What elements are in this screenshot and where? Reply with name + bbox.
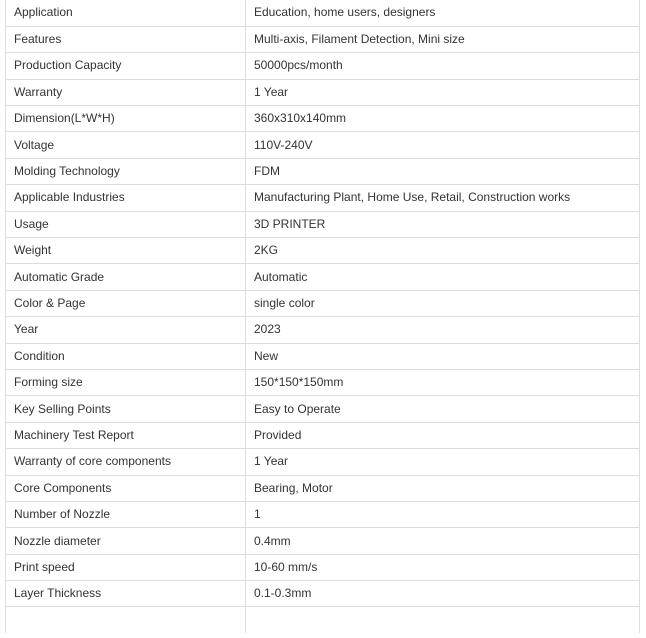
spec-label: Voltage xyxy=(6,132,246,158)
spec-row xyxy=(6,369,640,395)
spec-value xyxy=(246,607,640,633)
spec-label: Weight xyxy=(6,238,246,264)
spec-row xyxy=(6,132,640,158)
spec-label: Nozzle diameter xyxy=(6,528,246,554)
spec-value: Manufacturing Plant, Home Use, Retail, Construction works xyxy=(246,185,640,211)
spec-value: Multi-axis, Filament Detection, Mini size xyxy=(246,26,640,52)
spec-value: FDM xyxy=(246,158,640,184)
spec-value: 2KG xyxy=(246,238,640,264)
spec-row xyxy=(6,79,640,105)
spec-value: Bearing, Motor xyxy=(246,475,640,501)
spec-row xyxy=(6,528,640,554)
spec-label: Usage xyxy=(6,211,246,237)
spec-value: 10-60 mm/s xyxy=(246,554,640,580)
spec-value: 360x310x140mm xyxy=(246,106,640,132)
spec-row xyxy=(6,290,640,316)
spec-label: Warranty of core components xyxy=(6,449,246,475)
spec-label: Molding Technology xyxy=(6,158,246,184)
spec-value: 110V-240V xyxy=(246,132,640,158)
spec-value: 150*150*150mm xyxy=(246,369,640,395)
spec-row xyxy=(6,185,640,211)
specifications-body xyxy=(6,0,640,633)
spec-label: Automatic Grade xyxy=(6,264,246,290)
spec-label: Applicable Industries xyxy=(6,185,246,211)
spec-value: Education, home users, designers xyxy=(246,0,640,26)
spec-row xyxy=(6,475,640,501)
spec-value: Provided xyxy=(246,422,640,448)
spec-value: 3D PRINTER xyxy=(246,211,640,237)
spec-value: 1 xyxy=(246,501,640,527)
specifications-table xyxy=(5,0,640,633)
spec-value: 0.1-0.3mm xyxy=(246,581,640,607)
spec-value: 2023 xyxy=(246,317,640,343)
spec-value: 1 Year xyxy=(246,79,640,105)
spec-row xyxy=(6,554,640,580)
spec-label: Machinery Test Report xyxy=(6,422,246,448)
spec-label: Year xyxy=(6,317,246,343)
spec-label: Application xyxy=(6,0,246,26)
spec-label: Core Components xyxy=(6,475,246,501)
spec-row xyxy=(6,26,640,52)
spec-row xyxy=(6,264,640,290)
spec-label: Layer Thickness xyxy=(6,581,246,607)
spec-row xyxy=(6,581,640,607)
spec-label: Color & Page xyxy=(6,290,246,316)
spec-row xyxy=(6,158,640,184)
spec-label: Forming size xyxy=(6,369,246,395)
spec-value: 1 Year xyxy=(246,449,640,475)
spec-label: Dimension(L*W*H) xyxy=(6,106,246,132)
spec-row xyxy=(6,238,640,264)
spec-value: single color xyxy=(246,290,640,316)
spec-value: New xyxy=(246,343,640,369)
spec-row xyxy=(6,422,640,448)
spec-label: Condition xyxy=(6,343,246,369)
spec-row xyxy=(6,396,640,422)
spec-row xyxy=(6,317,640,343)
spec-label: Key Selling Points xyxy=(6,396,246,422)
spec-value: 0.4mm xyxy=(246,528,640,554)
spec-value: Easy to Operate xyxy=(246,396,640,422)
spec-value: Automatic xyxy=(246,264,640,290)
spec-label: Features xyxy=(6,26,246,52)
spec-row xyxy=(6,449,640,475)
spec-value: 50000pcs/month xyxy=(246,53,640,79)
spec-row xyxy=(6,0,640,26)
spec-row xyxy=(6,106,640,132)
spec-label: Warranty xyxy=(6,79,246,105)
spec-label: Print speed xyxy=(6,554,246,580)
spec-row xyxy=(6,607,640,633)
spec-row xyxy=(6,501,640,527)
spec-label: Production Capacity xyxy=(6,53,246,79)
spec-row xyxy=(6,53,640,79)
spec-label: Number of Nozzle xyxy=(6,501,246,527)
spec-label xyxy=(6,607,246,633)
spec-row xyxy=(6,211,640,237)
spec-row xyxy=(6,343,640,369)
